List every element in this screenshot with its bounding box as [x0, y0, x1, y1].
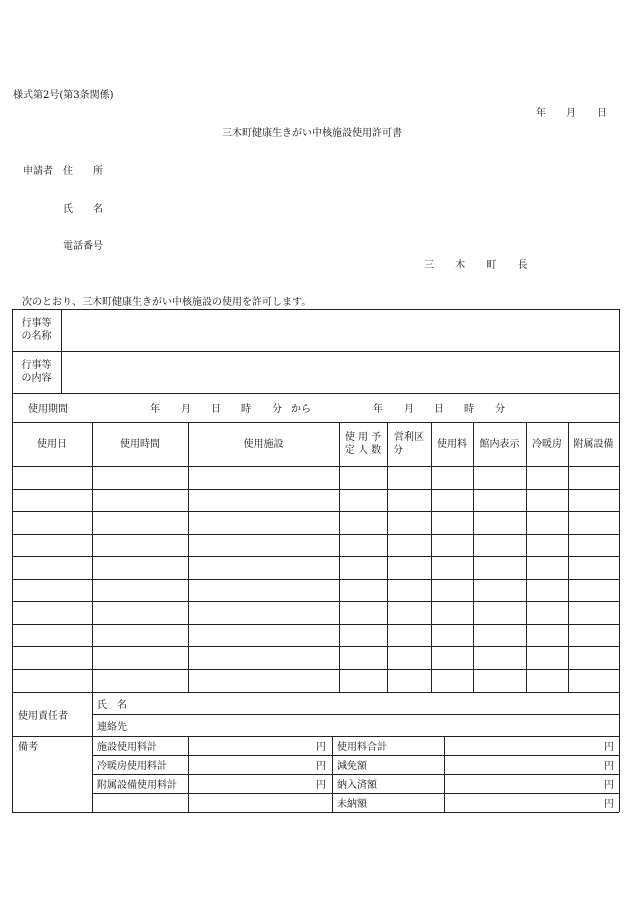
header-aircon: 冷暖房 — [532, 438, 562, 450]
date-year: 年 — [536, 108, 546, 119]
header-date: 使用日 — [37, 438, 67, 450]
event-content-label — [12, 351, 61, 393]
header-equipment: 附属設備 — [573, 438, 614, 450]
unpaid-amount-label: 未納額 — [337, 799, 367, 810]
usage-fee-sum-label: 使用料合計 — [337, 742, 387, 753]
period-from-minute: 分 — [272, 404, 282, 415]
header-expected-people — [339, 422, 387, 466]
facility-fee-total-label: 施設使用料計 — [97, 742, 157, 753]
remarks-label: 備考 — [18, 742, 38, 753]
responsible-contact-label: 連絡先 — [97, 721, 127, 733]
applicant-label: 申請者 — [23, 166, 53, 177]
period-to-year: 年 — [373, 404, 383, 415]
equipment-fee-total-label: 附属設備使用料計 — [97, 780, 177, 791]
header-time: 使用時間 — [120, 438, 160, 450]
event-content-label-line2: の内容 — [21, 373, 52, 384]
applicant-phone-label: 電話番号 — [63, 241, 103, 252]
unpaid-amount-unit: 円 — [604, 799, 614, 810]
header-profit-class — [387, 422, 431, 466]
period-to-minute: 分 — [495, 404, 505, 415]
event-content-label-line1: 行事等 — [21, 360, 52, 371]
period-from-suffix: から — [291, 404, 311, 415]
period-from-day: 日 — [211, 404, 221, 415]
period-to-hour: 時 — [464, 404, 474, 415]
paid-amount-label: 納入済額 — [337, 780, 377, 791]
period-from-year: 年 — [150, 404, 160, 415]
equipment-fee-total-unit: 円 — [316, 780, 326, 791]
issuer: 三 木 町 長 — [424, 260, 537, 271]
event-name-label-line2: の名称 — [21, 331, 52, 342]
exemption-label: 減免額 — [337, 761, 367, 772]
header-facility: 使用施設 — [243, 438, 284, 450]
header-expected-people-line1: 使 用 予 — [344, 432, 382, 443]
facility-fee-total-unit: 円 — [316, 742, 326, 753]
date-month: 月 — [566, 108, 576, 119]
event-name-label — [12, 309, 61, 351]
exemption-unit: 円 — [604, 761, 614, 772]
period-from-month: 月 — [181, 404, 191, 415]
period-to-day: 日 — [434, 404, 444, 415]
permission-statement: 次のとおり、三木町健康生きがい中核施設の使用を許可します。 — [22, 297, 312, 308]
date-day: 日 — [597, 108, 607, 119]
event-name-label-line1: 行事等 — [21, 318, 52, 329]
page-title: 三木町健康生きがい中核施設使用許可書 — [222, 128, 402, 139]
responsible-name-label: 氏 名 — [97, 699, 127, 711]
period-from-hour: 時 — [241, 404, 251, 415]
header-display: 館内表示 — [479, 438, 520, 450]
form-number: 様式第2号(第3条関係) — [13, 90, 114, 101]
aircon-fee-total-unit: 円 — [316, 761, 326, 772]
header-profit-class-line1: 営利区 — [394, 432, 424, 443]
header-profit-class-line2: 分 — [393, 445, 403, 456]
period-to-month: 月 — [404, 404, 414, 415]
responsible-label: 使用責任者 — [18, 710, 68, 722]
header-expected-people-line2: 定 人 数 — [344, 445, 382, 456]
paid-amount-unit: 円 — [604, 780, 614, 791]
usage-fee-sum-unit: 円 — [604, 742, 614, 753]
period-label: 使用期間 — [28, 404, 68, 415]
aircon-fee-total-label: 冷暖房使用料計 — [97, 761, 167, 772]
header-fee: 使用料 — [437, 438, 467, 450]
applicant-address-label: 住 所 — [63, 166, 103, 177]
applicant-name-label: 氏 名 — [63, 204, 103, 215]
